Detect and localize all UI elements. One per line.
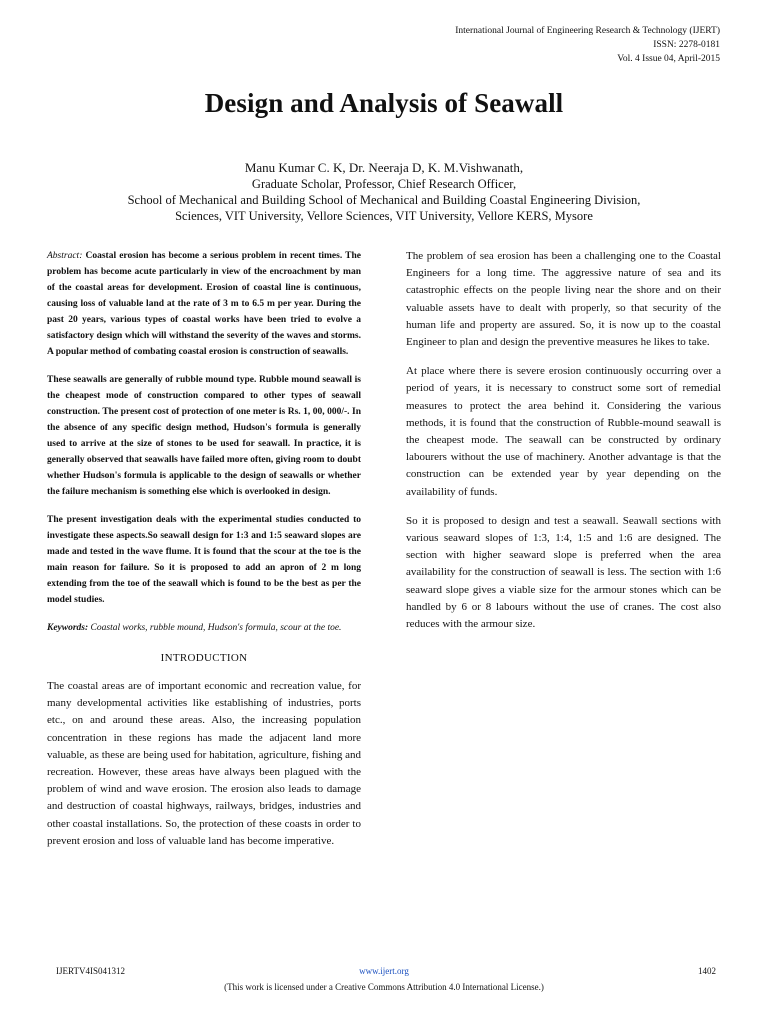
author-affiliation-line-2: Sciences, VIT University, Vellore Sciences, VIT University, Vellore KERS, Mysore [175,209,593,223]
introduction-paragraph: The coastal areas are of important economic and recreation value, for many developmental activities like establishing of industries, ports etc., on and around these areas. Also, the increasing population concentration in these regions has made the adjacent land more valuable, as these are being used for habitation, agriculture, fishing and recreation. However, these areas have always been plagued with the problem of wind and wave erosion. The erosion also leads to damage and destruction of coastal highways, railways, bridges, industries and other coastal installations. So, the protection of these coasts in order to prevent erosion and loss of valuable land has become imperative. [47,680,361,847]
author-roles: Graduate Scholar, Professor, Chief Research Officer, [251,177,517,191]
author-affiliation-line-1: School of Mechanical and Building School of Mechanical and Building Coastal Engineering Division, [127,193,641,207]
keywords [47,620,361,636]
footer-page-number: 1402 [698,966,716,976]
left-column [47,248,361,862]
abstract-paragraph-2: These seawalls are generally of rubble mound type. Rubble mound seawall is the cheapest mode of construction compared to other types of seawall construction. The present cost of protection of one meter is Rs. 1, 00, 000/-. In the absence of any specific design method, Hudson's formula is generally used to arrive at the size of stones to be used for seawall. In practice, it is generally observed that seawalls have failed more often, giving room to doubt whether Hudson's formula is applicable to the design of seawalls or whether the failure mechanism is something else which is overlooked in design. [47,375,361,497]
journal-name: International Journal of Engineering Research & Technology (IJERT) [455,26,720,36]
footer-url-link[interactable]: www.ijert.org [359,966,409,976]
footer-license: (This work is licensed under a Creative Commons Attribution 4.0 International License.) [224,982,544,992]
author-block [0,160,768,224]
journal-issn: ISSN: 2278-0181 [653,40,720,50]
paper-title: Design and Analysis of Seawall [204,88,564,118]
abstract-paragraph-1 [47,248,361,360]
keywords-label: Keywords: [47,623,89,633]
abstract-label: Abstract: [47,251,83,261]
section-heading-introduction: INTRODUCTION [160,652,248,664]
right-paragraph-2: At place where there is severe erosion continuously occurring over a period of years, it is necessary to construct some sort of remedial measures to protect the area behind it. Considering the various methods, it is found that the construction of Rubble-mound seawall is the cheapest mode. The seawall can be constructed by ordinary labourers without the use of machinery. Another advantage is that the construction can be extended year by year depending on the availability of funds. [406,365,721,498]
right-paragraph-3: So it is proposed to design and test a seawall. Seawall sections with various seaward slopes of 1:3, 1:4, 1:5 and 1:6 are designed. The section with higher seaward slope is preferred when the area availability for the construction of seawall is less. The section with 1:6 seaward slope gives a viable size for the armour stones which can be handled by 6 or 8 labours without the use of cranes. The cost also reduces with the armour size. [406,514,721,631]
abstract-text-1: Coastal erosion has become a serious problem in recent times. The problem has become acute particularly in view of the encroachment by man of the coastal areas for development. Erosion of coastal line is continuous, causing loss of valuable land at the rate of 3 m to 6.5 m per year. During the past 20 years, various types of coastal works have been tried to evolve a satisfactory design which will withstand the severity of the waves and storms. A popular method of combating coastal erosion is construction of seawalls. [47,251,361,357]
footer-paper-id: IJERTV4IS041312 [56,966,125,976]
right-column [406,248,721,645]
keywords-text: Coastal works, rubble mound, Hudson's formula, scour at the toe. [90,623,342,633]
abstract-paragraph-3: The present investigation deals with the experimental studies conducted to investigate these aspects.So seawall design for 1:3 and 1:5 seaward slopes are made and tested in the wave flume. It is found that the scour at the toe is the main reason for failure. So it is proposed to add an apron of 2 m long extending from the toe of the seawall which is found to be the best as per the model studies. [47,515,361,605]
right-paragraph-1: The problem of sea erosion has been a challenging one to the Coastal Engineers for a long time. The aggressive nature of sea and its catastrophic effects on the people living near the shore and on their valuable assets have to dealt with properly, so that security of the human life and property are assured. So, it is now up to the coastal Engineer to plan and design the preventive measures he likes to take. [406,250,721,349]
journal-header [455,24,720,66]
author-names: Manu Kumar C. K, Dr. Neeraja D, K. M.Vishwanath, [244,160,524,175]
journal-volume: Vol. 4 Issue 04, April-2015 [617,54,720,64]
